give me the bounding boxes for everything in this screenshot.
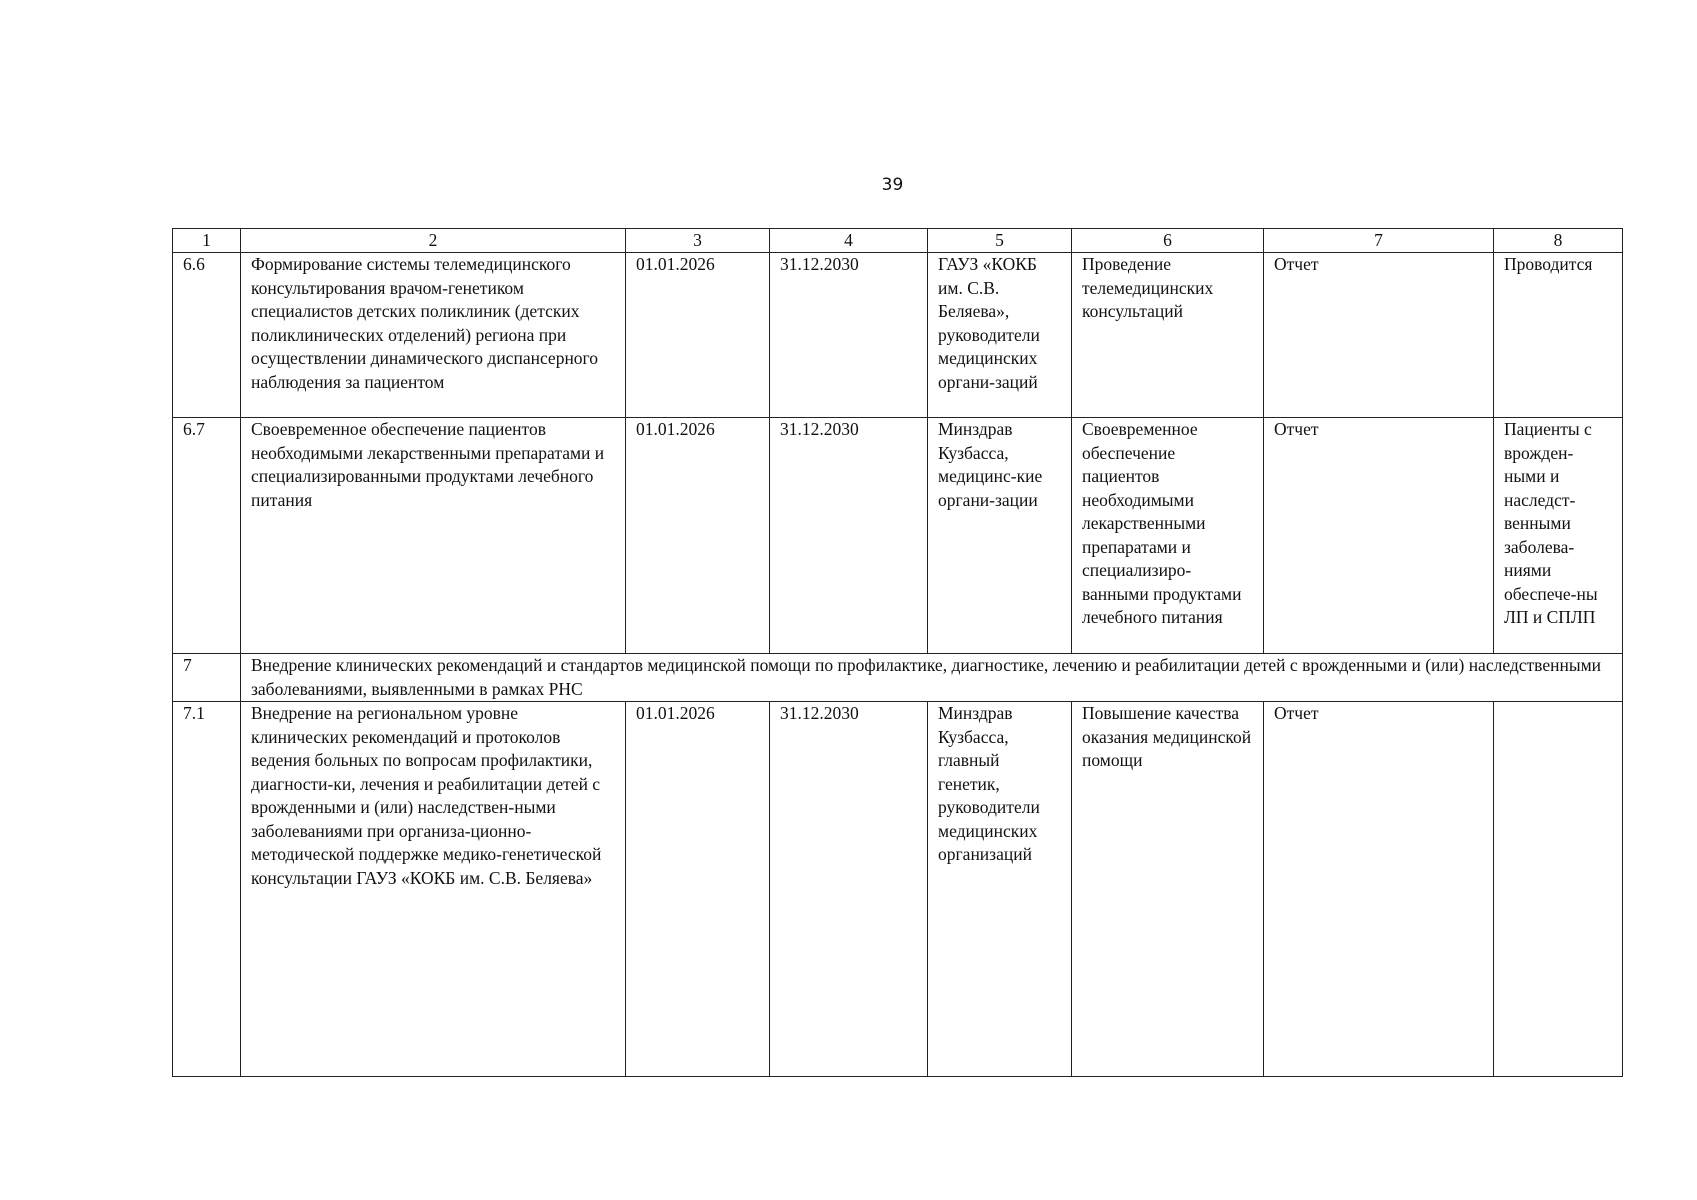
table-row [173,702,1623,1077]
col-header-3: 3 [626,229,770,253]
row-activity: Внедрение на региональном уровне клинических рекомендаций и протоколов ведения больных по вопросам профилактики, диагности-ки, лечения и реабилитации детей с врожденными и (или) наследствен-ными заболеваниями при организа-ционно-методической поддержке медико-генетической консультации ГАУЗ «КОКБ им. С.В. Беляева» [241,702,626,1077]
row-note [1494,702,1623,1077]
row-responsible: ГАУЗ «КОКБ им. С.В. Беляева», руководители медицинских органи-заций [928,253,1072,418]
col-header-5: 5 [928,229,1072,253]
header-row [173,229,1623,253]
row-activity: Формирование системы телемедицинского консультирования врачом-генетиком специалистов детских поликлиник (детских поликлинических отделений) региона при осуществлении динамического диспансерного наблюдения за пациентом [241,253,626,418]
section-title: Внедрение клинических рекомендаций и стандартов медицинской помощи по профилактике, диагностике, лечению и реабилитации детей с врожденными и (или) наследственными заболеваниями, выявленными в рамках РНС [241,654,1623,702]
row-end-date: 31.12.2030 [770,702,928,1077]
table-row [173,253,1623,418]
row-responsible: Минздрав Кузбасса, главный генетик, руководители медицинских организаций [928,702,1072,1077]
row-result: Своевременное обеспечение пациентов необходимыми лекарственными препаратами и специализиро-ванными продуктами лечебного питания [1072,418,1264,654]
col-header-4: 4 [770,229,928,253]
col-header-2: 2 [241,229,626,253]
page-number: 39 [881,175,904,195]
row-number: 6.7 [173,418,241,654]
row-report: Отчет [1264,418,1494,654]
row-responsible: Минздрав Кузбасса, медицинс-кие органи-зации [928,418,1072,654]
row-result: Проведение телемедицинских консультаций [1072,253,1264,418]
row-end-date: 31.12.2030 [770,418,928,654]
row-start-date: 01.01.2026 [626,702,770,1077]
col-header-8: 8 [1494,229,1623,253]
plan-table [172,228,1623,1077]
row-activity: Своевременное обеспечение пациентов необходимыми лекарственными препаратами и специализированными продуктами лечебного питания [241,418,626,654]
row-report: Отчет [1264,253,1494,418]
section-number: 7 [173,654,241,702]
row-note: Пациенты с врожден-ными и наследст-венными заболева-ниями обеспече-ны ЛП и СПЛП [1494,418,1623,654]
row-result: Повышение качества оказания медицинской помощи [1072,702,1264,1077]
row-start-date: 01.01.2026 [626,253,770,418]
col-header-1: 1 [173,229,241,253]
row-report: Отчет [1264,702,1494,1077]
table-row [173,418,1623,654]
row-start-date: 01.01.2026 [626,418,770,654]
col-header-6: 6 [1072,229,1264,253]
row-end-date: 31.12.2030 [770,253,928,418]
row-number: 6.6 [173,253,241,418]
row-note: Проводится [1494,253,1623,418]
section-row [173,654,1623,702]
row-number: 7.1 [173,702,241,1077]
col-header-7: 7 [1264,229,1494,253]
